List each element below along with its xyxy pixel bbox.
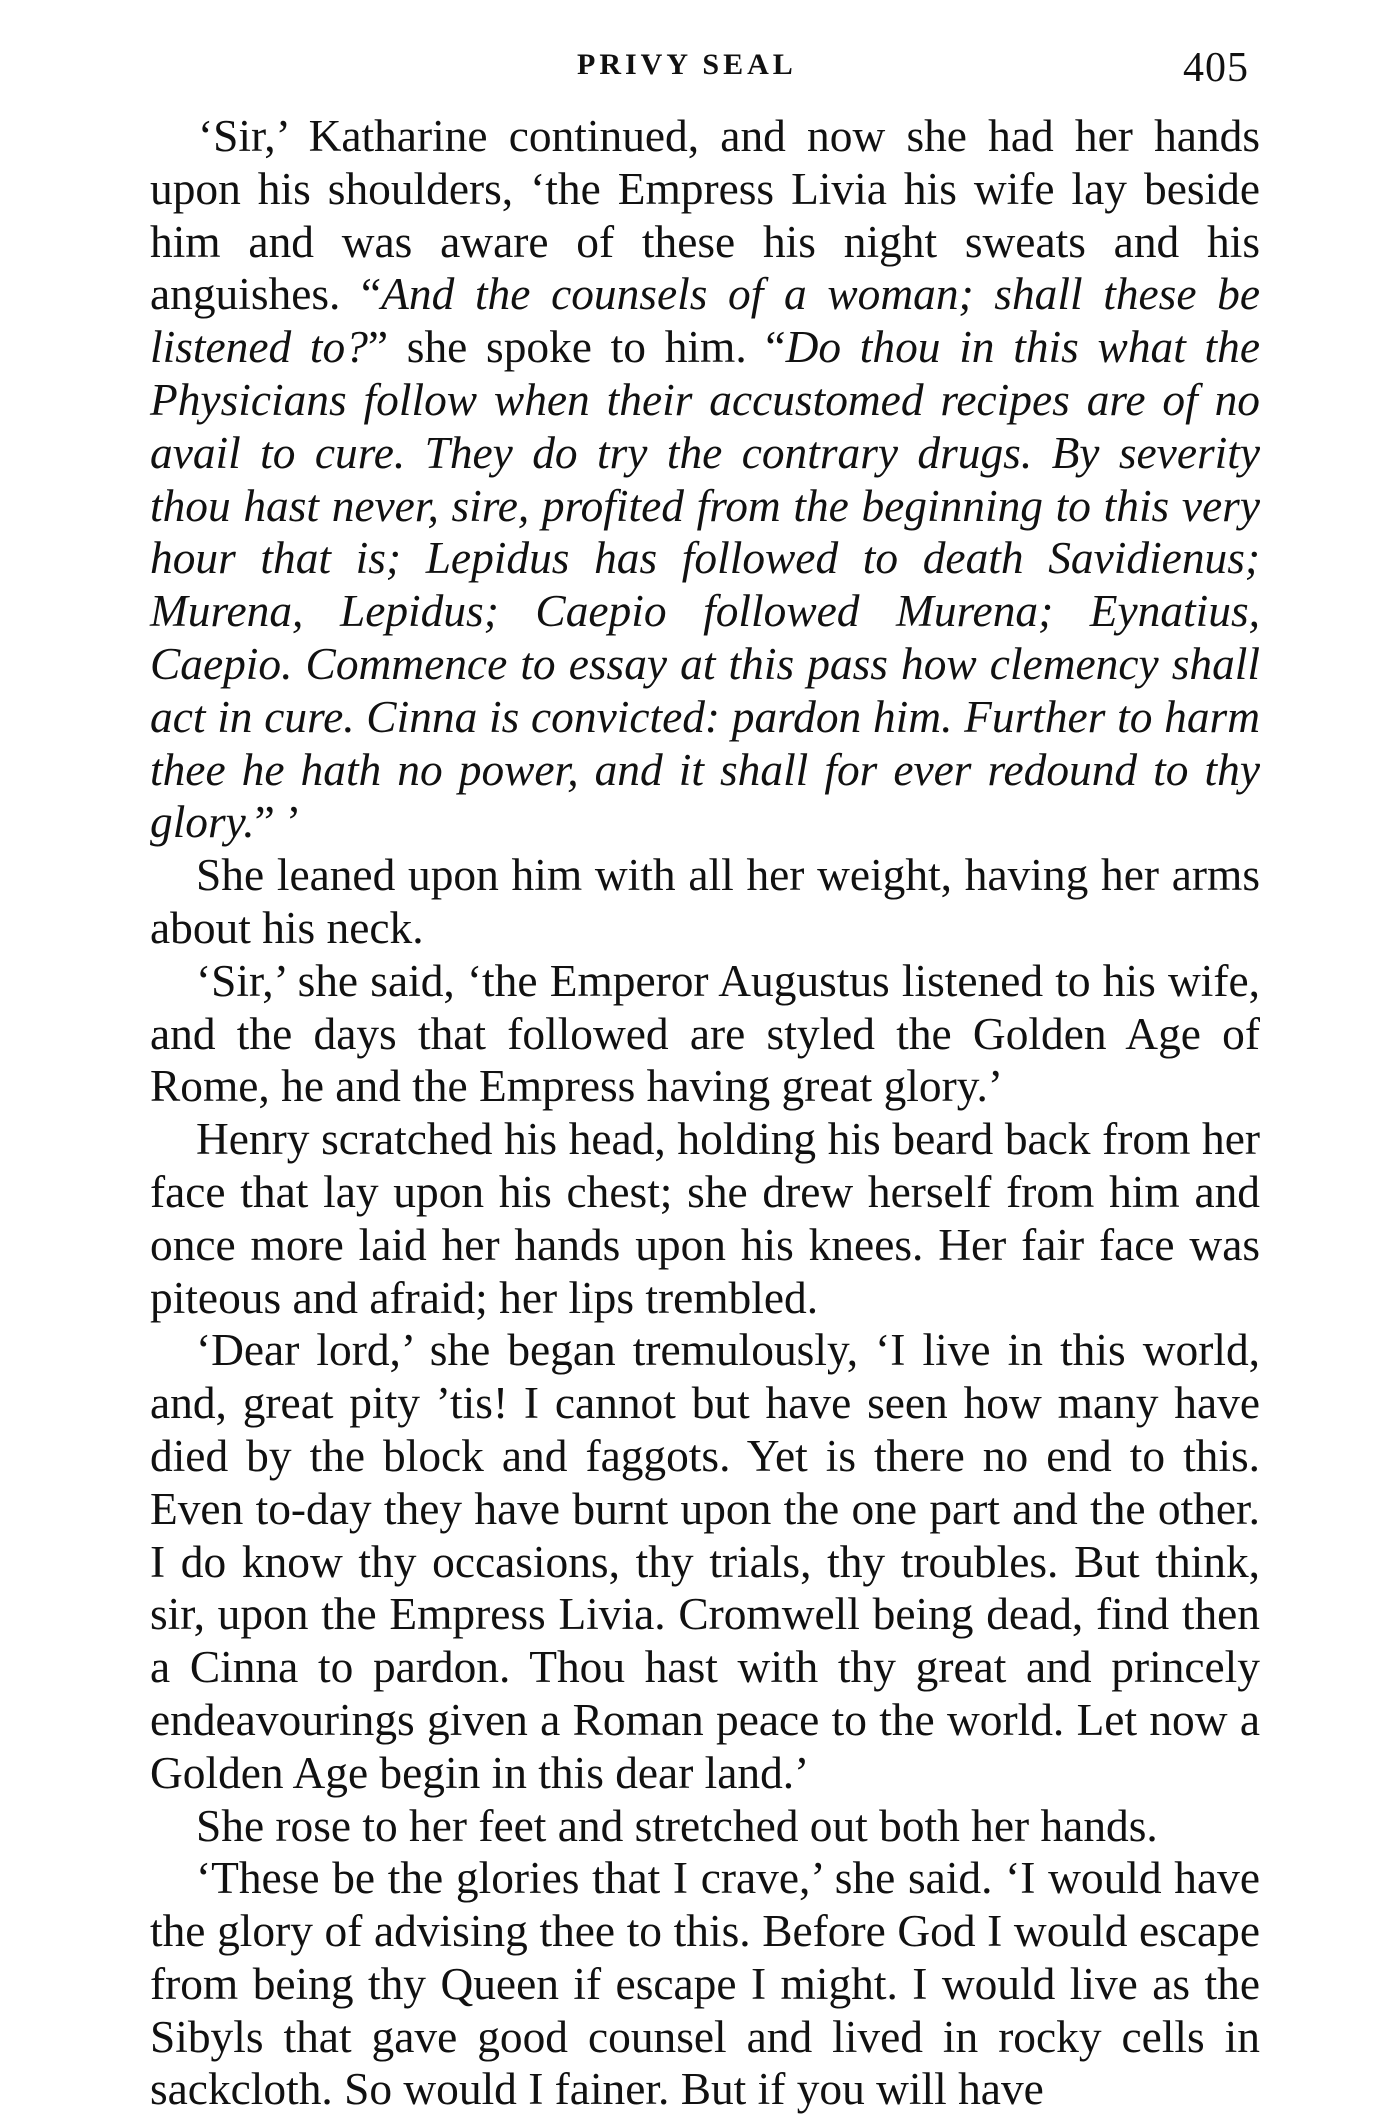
text-run: ‘Sir,’ Katharine continued, and now she had her hands upon his shoulders, ‘the Empress Livia his wife lay beside him and was aware of these his night sweats and his anguishes. “	[150, 111, 1260, 320]
text-run: ‘Sir,’ she said, ‘the Emperor Augustus listened to his wife, and the days that followed are styled the Golden Age of Rome, he and the Empress having great glory.’	[150, 955, 1260, 1112]
paragraph	[150, 1324, 1260, 1799]
page-number: 405	[1183, 45, 1249, 91]
italic-text-run: And the counsels of a woman; shall these be listened to?	[150, 269, 1260, 373]
text-run: She leaned upon him with all her weight, having her arms about his neck.	[150, 850, 1260, 953]
paragraph	[150, 1852, 1260, 2116]
running-head	[193, 45, 1257, 98]
text-run: ‘These be the glories that I crave,’ she said. ‘I would have the glory of advising thee to this. Before God I would escape from being thy Queen if escape I might. I would live as the Sibyls that gave good counsel and lived in rocky cells in sackcloth. So would I fainer. But if you will have	[150, 1853, 1260, 2115]
text-run: She rose to her feet and stretched out both her hands.	[196, 1800, 1158, 1851]
text-run: ‘Dear lord,’ she began tremulously, ‘I live in this world, and, great pity ’tis! I cannot but have seen how many have died by the block and faggots. Yet is there no end to this. Even to-day they have burnt upon the one part and the other. I do know thy occasions, thy trials, thy troubles. But think, sir, upon the Empress Livia. Cromwell being dead, find then a Cinna to pardon. Thou hast with thy great and princely endeavourings given a Roman peace to the world. Let now a Golden Age begin in this dear land.’	[150, 1325, 1260, 1798]
running-title: PRIVY SEAL	[577, 48, 797, 81]
text-run: ” ’	[254, 797, 302, 848]
paragraph	[150, 1800, 1260, 1853]
paragraph	[150, 849, 1260, 955]
body-text	[150, 110, 1260, 2116]
paragraph	[150, 110, 1260, 849]
paragraph	[150, 955, 1260, 1113]
text-run: ” she spoke to him. “	[367, 322, 786, 373]
paragraph	[150, 1113, 1260, 1324]
text-run: Henry scratched his head, holding his beard back from her face that lay upon his chest; she drew herself from him and once more laid her hands upon his knees. Her fair face was piteous and afraid; her lips trembled.	[150, 1114, 1260, 1323]
italic-text-run: Do thou in this what the Physicians follow when their accustomed recipes are of no avail to cure. They do try the contrary drugs. By severity thou hast never, sire, profited from the beginning to this very hour that is; Lepidus has followed to death Savidienus; Murena, Lepidus; Caepio followed Murena; Eynatius, Caepio. Commence to essay at this pass how clemency shall act in cure. Cinna is convicted: pardon him. Further to harm thee he hath no power, and it shall for ever redound to thy glory.	[150, 322, 1261, 848]
